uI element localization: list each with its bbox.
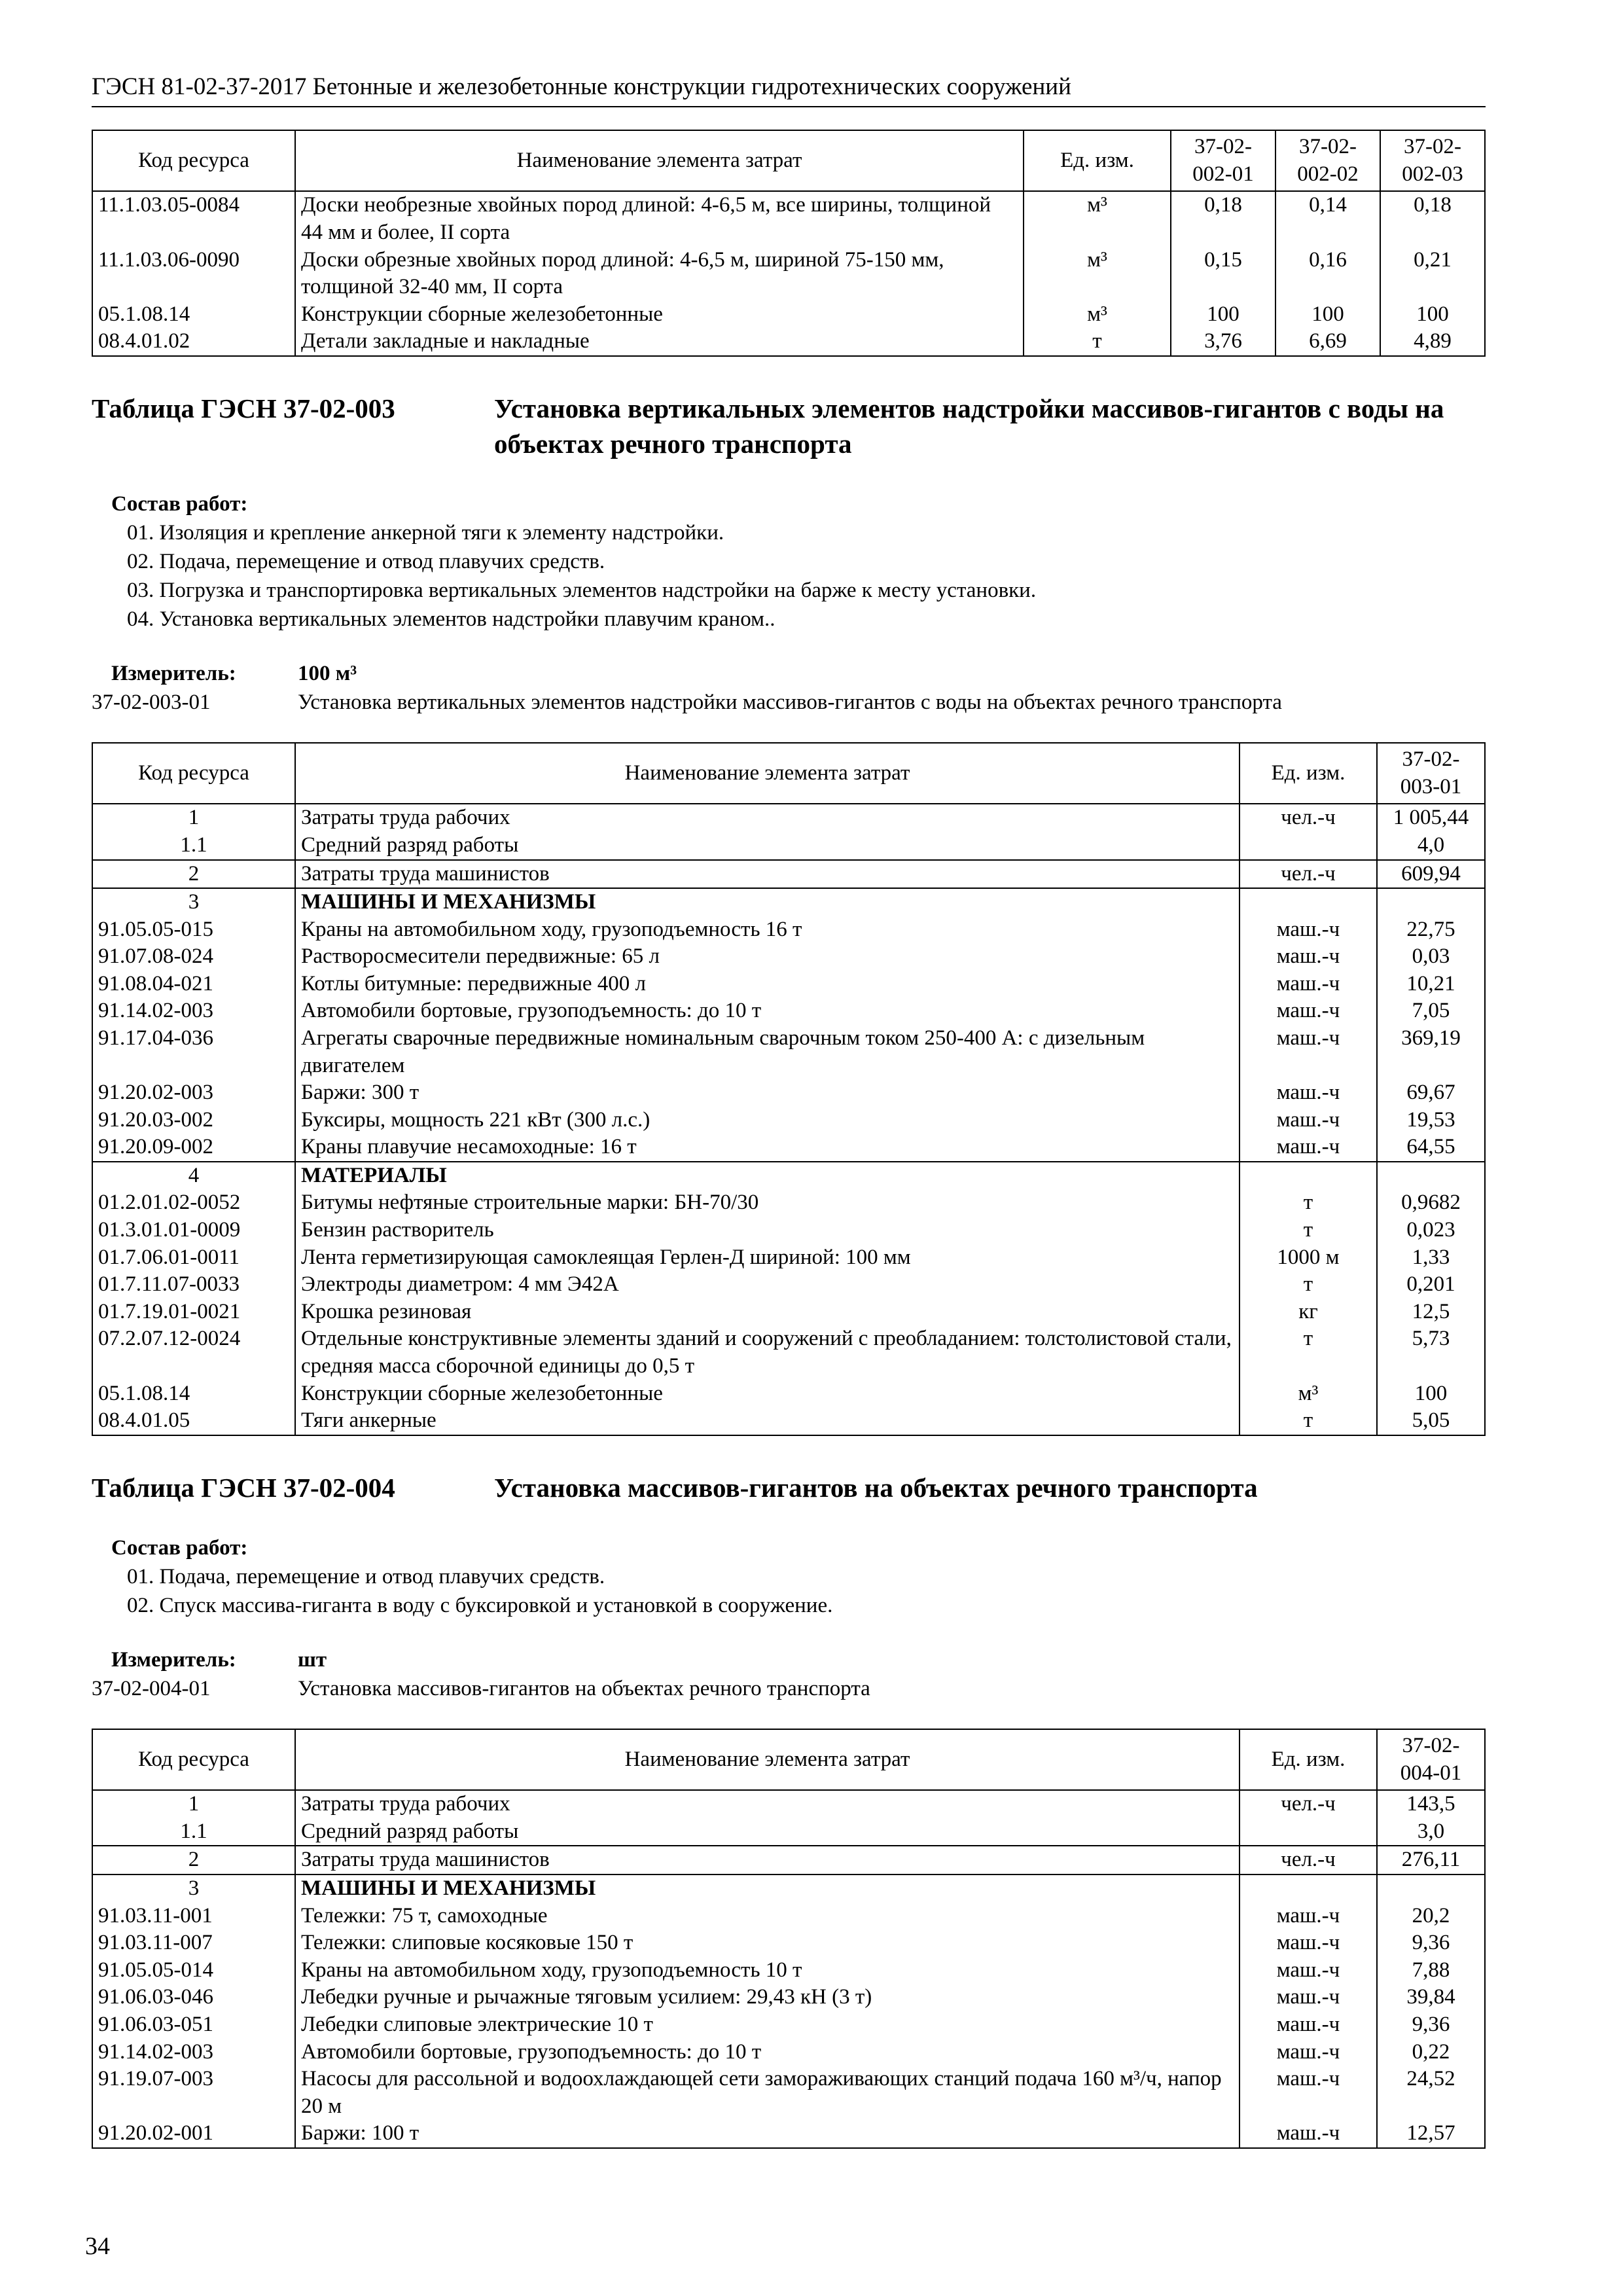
table-row <box>92 1407 1485 1435</box>
resource-code: 05.1.08.14 <box>92 1380 295 1408</box>
cost-element-name: Доски обрезные хвойных пород длиной: 4-6,5 м, шириной 75-150 мм, толщиной 32-40 мм, II сорта <box>295 247 1024 301</box>
unit-cell: маш.-ч <box>1240 1079 1377 1107</box>
document-page <box>92 72 1486 2149</box>
table-title-003: Таблица ГЭСН 37-02-003 Установка вертикальных элементов надстройки массивов-гигантов с воды на объектах речного транспорта <box>92 393 1444 459</box>
resource-code: 91.06.03-051 <box>92 2011 295 2039</box>
measure-003: Измеритель: 100 м³ 37-02-003-01 Установка вертикальных элементов надстройки массивов-гигантов с воды на объектах речного транспорта <box>92 662 1282 715</box>
norm-value: 9,36 <box>1377 2011 1485 2039</box>
norm-value: 19,53 <box>1377 1107 1485 1134</box>
unit-cell: маш.-ч <box>1240 1107 1377 1134</box>
resource-code: 2 <box>92 1846 295 1874</box>
cost-element-name: Электроды диаметром: 4 мм Э42А <box>295 1271 1240 1299</box>
cost-element-name: МАШИНЫ И МЕХАНИЗМЫ <box>295 1874 1240 1903</box>
unit-cell: маш.-ч <box>1240 916 1377 944</box>
unit-cell: маш.-ч <box>1240 1984 1377 2011</box>
unit-cell: маш.-ч <box>1240 2039 1377 2066</box>
work-item: 04. Установка вертикальных элементов надстройки плавучим краном.. <box>127 607 776 631</box>
table-row <box>92 1325 1485 1380</box>
norm-value: 1,33 <box>1377 1244 1485 1272</box>
cost-element-name: Тележки: слиповые косяковые 150 т <box>295 1929 1240 1957</box>
page-number: 34 <box>85 2233 110 2260</box>
unit-cell: т <box>1240 1325 1377 1380</box>
table-row <box>92 1244 1485 1272</box>
unit-cell: маш.-ч <box>1240 971 1377 998</box>
unit-cell: маш.-ч <box>1240 1903 1377 1930</box>
norm-value <box>1377 888 1485 916</box>
col-header-norm: 37-02- 002-03 <box>1380 130 1485 191</box>
col-header-norm: 37-02- 002-01 <box>1171 130 1275 191</box>
unit-cell: маш.-ч <box>1240 997 1377 1025</box>
table-row <box>92 1903 1485 1930</box>
resource-code: 1 <box>92 804 295 832</box>
table-row <box>92 1162 1485 1190</box>
cost-element-name: Затраты труда рабочих <box>295 804 1240 832</box>
resource-code: 3 <box>92 1874 295 1903</box>
norm-value: 7,88 <box>1377 1957 1485 1984</box>
unit-cell: маш.-ч <box>1240 2011 1377 2039</box>
table-row <box>92 1818 1485 1846</box>
unit-cell: т <box>1240 1271 1377 1299</box>
norm-value: 0,18 <box>1171 191 1275 246</box>
cost-element-name: Котлы битумные: передвижные 400 л <box>295 971 1240 998</box>
resource-code: 91.20.02-001 <box>92 2120 295 2148</box>
norm-value: 100 <box>1377 1380 1485 1408</box>
norm-value: 24,52 <box>1377 2066 1485 2120</box>
unit-cell <box>1240 1162 1377 1190</box>
norm-value: 143,5 <box>1377 1790 1485 1818</box>
table-row <box>92 832 1485 860</box>
norm-value: 0,023 <box>1377 1217 1485 1244</box>
cost-element-name: Тележки: 75 т, самоходные <box>295 1903 1240 1930</box>
cost-element-name: Автомобили бортовые, грузоподъемность: до 10 т <box>295 2039 1240 2066</box>
table-row <box>92 2120 1485 2148</box>
unit-cell: маш.-ч <box>1240 1025 1377 1079</box>
cost-element-name: Лебедки слиповые электрические 10 т <box>295 2011 1240 2039</box>
col-header-name: Наименование элемента затрат <box>295 743 1240 804</box>
work-item: 03. Погрузка и транспортировка вертикальных элементов надстройки на барже к месту установки. <box>127 578 1037 602</box>
cost-element-name: Краны на автомобильном ходу, грузоподъемность 16 т <box>295 916 1240 944</box>
norm-value: 1 005,44 <box>1377 804 1485 832</box>
resource-code: 01.3.01.01-0009 <box>92 1217 295 1244</box>
table-row <box>92 1790 1485 1818</box>
cost-element-name: Краны на автомобильном ходу, грузоподъемность 10 т <box>295 1957 1240 1984</box>
work-item: 02. Подача, перемещение и отвод плавучих средств. <box>127 549 605 573</box>
cost-element-name: Конструкции сборные железобетонные <box>295 301 1024 329</box>
cost-element-name: Битумы нефтяные строительные марки: БН-70/30 <box>295 1189 1240 1217</box>
table-row <box>92 1189 1485 1217</box>
table-row <box>92 1380 1485 1408</box>
resource-code: 91.08.04-021 <box>92 971 295 998</box>
unit-cell: 1000 м <box>1240 1244 1377 1272</box>
resource-code: 91.03.11-007 <box>92 1929 295 1957</box>
unit-cell: м³ <box>1024 247 1171 301</box>
norm-value: 0,201 <box>1377 1271 1485 1299</box>
table-row <box>92 997 1485 1025</box>
table-row <box>92 804 1485 832</box>
work-composition-004: Состав работ: 01. Подача, перемещение и отвод плавучих средств. 02. Спуск массива-гиганта в воду с буксировкой и установкой в сооружение. <box>92 1534 1486 1621</box>
norm-value: 0,16 <box>1275 247 1380 301</box>
unit-cell: маш.-ч <box>1240 1929 1377 1957</box>
cost-element-name: Баржи: 100 т <box>295 2120 1240 2148</box>
col-header-name: Наименование элемента затрат <box>295 1729 1240 1790</box>
unit-cell: м³ <box>1024 191 1171 246</box>
norm-value: 9,36 <box>1377 1929 1485 1957</box>
resource-code: 91.14.02-003 <box>92 2039 295 2066</box>
cost-element-name: Затраты труда машинистов <box>295 860 1240 889</box>
table-row <box>92 328 1485 356</box>
norm-value: 4,89 <box>1380 328 1485 356</box>
unit-cell: чел.-ч <box>1240 860 1377 889</box>
table-row <box>92 1957 1485 1984</box>
norm-value: 20,2 <box>1377 1903 1485 1930</box>
resource-code: 91.17.04-036 <box>92 1025 295 1079</box>
col-header-norm: 37-02- 003-01 <box>1377 743 1485 804</box>
col-header-unit: Ед. изм. <box>1240 743 1377 804</box>
norm-value: 12,57 <box>1377 2120 1485 2148</box>
table-row <box>92 1079 1485 1107</box>
cost-element-name: Детали закладные и накладные <box>295 328 1024 356</box>
unit-cell: т <box>1240 1189 1377 1217</box>
resource-code: 01.7.11.07-0033 <box>92 1271 295 1299</box>
table-004 <box>92 1729 1486 2149</box>
table-row <box>92 1271 1485 1299</box>
unit-cell: т <box>1240 1407 1377 1435</box>
resource-code: 91.05.05-015 <box>92 916 295 944</box>
resource-code: 1 <box>92 1790 295 1818</box>
col-header-code: Код ресурса <box>92 130 295 191</box>
col-header-unit: Ед. изм. <box>1024 130 1171 191</box>
resource-code: 91.20.02-003 <box>92 1079 295 1107</box>
resource-code: 91.20.09-002 <box>92 1134 295 1162</box>
table-row <box>92 1134 1485 1162</box>
unit-cell: чел.-ч <box>1240 1790 1377 1818</box>
cost-element-name: Затраты труда рабочих <box>295 1790 1240 1818</box>
cost-element-name: Средний разряд работы <box>295 1818 1240 1846</box>
table-row <box>92 2039 1485 2066</box>
norm-value: 3,76 <box>1171 328 1275 356</box>
norm-value: 6,69 <box>1275 328 1380 356</box>
norm-value <box>1377 1874 1485 1903</box>
col-header-name: Наименование элемента затрат <box>295 130 1024 191</box>
unit-cell: маш.-ч <box>1240 1957 1377 1984</box>
cost-element-name: Растворосмесители передвижные: 65 л <box>295 943 1240 971</box>
norm-value: 0,03 <box>1377 943 1485 971</box>
norm-value: 100 <box>1171 301 1275 329</box>
resource-code: 01.2.01.02-0052 <box>92 1189 295 1217</box>
norm-value: 0,9682 <box>1377 1189 1485 1217</box>
norm-value: 39,84 <box>1377 1984 1485 2011</box>
norm-value: 22,75 <box>1377 916 1485 944</box>
unit-cell: маш.-ч <box>1240 2066 1377 2120</box>
norm-value: 10,21 <box>1377 971 1485 998</box>
unit-cell: маш.-ч <box>1240 2120 1377 2148</box>
cost-element-name: Баржи: 300 т <box>295 1079 1240 1107</box>
cost-element-name: МАТЕРИАЛЫ <box>295 1162 1240 1190</box>
resource-code: 05.1.08.14 <box>92 301 295 329</box>
cost-element-name: Крошка резиновая <box>295 1299 1240 1326</box>
resource-code: 91.14.02-003 <box>92 997 295 1025</box>
work-item: 01. Подача, перемещение и отвод плавучих средств. <box>127 1564 605 1588</box>
col-header-code: Код ресурса <box>92 743 295 804</box>
resource-code: 91.07.08-024 <box>92 943 295 971</box>
resource-code: 91.06.03-046 <box>92 1984 295 2011</box>
resource-code: 1.1 <box>92 1818 295 1846</box>
unit-cell <box>1240 1874 1377 1903</box>
resource-code: 4 <box>92 1162 295 1190</box>
table-row <box>92 1846 1485 1874</box>
norm-value: 369,19 <box>1377 1025 1485 1079</box>
cost-element-name: Тяги анкерные <box>295 1407 1240 1435</box>
table-row <box>92 1217 1485 1244</box>
norm-value: 100 <box>1275 301 1380 329</box>
norm-value: 100 <box>1380 301 1485 329</box>
table-row <box>92 247 1485 301</box>
norm-value: 5,05 <box>1377 1407 1485 1435</box>
norm-value: 0,21 <box>1380 247 1485 301</box>
table-row <box>92 1929 1485 1957</box>
resource-code: 07.2.07.12-0024 <box>92 1325 295 1380</box>
resource-code: 01.7.06.01-0011 <box>92 1244 295 1272</box>
resource-code: 3 <box>92 888 295 916</box>
unit-cell <box>1240 888 1377 916</box>
table-row <box>92 1299 1485 1326</box>
norm-value: 3,0 <box>1377 1818 1485 1846</box>
unit-cell: м³ <box>1240 1380 1377 1408</box>
measure-004: Измеритель: шт 37-02-004-01 Установка массивов-гигантов на объектах речного транспорта <box>92 1648 870 1701</box>
resource-code: 11.1.03.06-0090 <box>92 247 295 301</box>
norm-value: 4,0 <box>1377 832 1485 860</box>
unit-cell: т <box>1240 1217 1377 1244</box>
cost-element-name: Агрегаты сварочные передвижные номинальным сварочным током 250-400 А: с дизельным двигателем <box>295 1025 1240 1079</box>
work-item: 01. Изоляция и крепление анкерной тяги к элементу надстройки. <box>127 520 724 545</box>
running-header: ГЭСН 81-02-37-2017 Бетонные и железобетонные конструкции гидротехнических сооружений <box>92 72 1486 107</box>
cost-element-name: Бензин растворитель <box>295 1217 1240 1244</box>
cost-element-name: Краны плавучие несамоходные: 16 т <box>295 1134 1240 1162</box>
col-header-code: Код ресурса <box>92 1729 295 1790</box>
col-header-norm: 37-02- 002-02 <box>1275 130 1380 191</box>
col-header-unit: Ед. изм. <box>1240 1729 1377 1790</box>
table-row <box>92 888 1485 916</box>
norm-value: 7,05 <box>1377 997 1485 1025</box>
table-row <box>92 943 1485 971</box>
norm-value: 0,22 <box>1377 2039 1485 2066</box>
table-row <box>92 916 1485 944</box>
norm-value: 0,14 <box>1275 191 1380 246</box>
cost-element-name: Лебедки ручные и рычажные тяговым усилием: 29,43 кН (3 т) <box>295 1984 1240 2011</box>
unit-cell: маш.-ч <box>1240 1134 1377 1162</box>
resource-code: 1.1 <box>92 832 295 860</box>
cost-element-name: МАШИНЫ И МЕХАНИЗМЫ <box>295 888 1240 916</box>
norm-value: 64,55 <box>1377 1134 1485 1162</box>
unit-cell: маш.-ч <box>1240 943 1377 971</box>
table-002-continuation <box>92 130 1486 357</box>
cost-element-name: Конструкции сборные железобетонные <box>295 1380 1240 1408</box>
table-003 <box>92 742 1486 1435</box>
cost-element-name: Затраты труда машинистов <box>295 1846 1240 1874</box>
work-composition-003: Состав работ: 01. Изоляция и крепление анкерной тяги к элементу надстройки. 02. Подача, перемещение и отвод плавучих средств. 03. Погрузка и транспортировка вертикальных элементов надстройки на барже к месту установки. 04. Установка вертикальных элементов надстройки плавучим краном.. <box>92 490 1486 634</box>
table-row <box>92 1874 1485 1903</box>
table-row <box>92 1107 1485 1134</box>
norm-value: 69,67 <box>1377 1079 1485 1107</box>
resource-code: 91.20.03-002 <box>92 1107 295 1134</box>
unit-cell <box>1240 832 1377 860</box>
cost-element-name: Буксиры, мощность 221 кВт (300 л.с.) <box>295 1107 1240 1134</box>
norm-value: 5,73 <box>1377 1325 1485 1380</box>
norm-value: 609,94 <box>1377 860 1485 889</box>
resource-code: 91.03.11-001 <box>92 1903 295 1930</box>
table-row <box>92 971 1485 998</box>
resource-code: 91.19.07-003 <box>92 2066 295 2120</box>
table-title-004: Таблица ГЭСН 37-02-004 Установка массивов-гигантов на объектах речного транспорта <box>92 1472 1258 1503</box>
table-row <box>92 2011 1485 2039</box>
unit-cell: кг <box>1240 1299 1377 1326</box>
resource-code: 01.7.19.01-0021 <box>92 1299 295 1326</box>
cost-element-name: Насосы для рассольной и водоохлаждающей сети замораживающих станций подача 160 м³/ч, напор 20 м <box>295 2066 1240 2120</box>
resource-code: 08.4.01.05 <box>92 1407 295 1435</box>
norm-value: 276,11 <box>1377 1846 1485 1874</box>
table-row <box>92 1984 1485 2011</box>
cost-element-name: Отдельные конструктивные элементы зданий и сооружений с преобладанием: толстолистовой стали, средняя масса сборочной единицы до 0,5 т <box>295 1325 1240 1380</box>
table-row <box>92 301 1485 329</box>
cost-element-name: Автомобили бортовые, грузоподъемность: до 10 т <box>295 997 1240 1025</box>
resource-code: 2 <box>92 860 295 889</box>
resource-code: 08.4.01.02 <box>92 328 295 356</box>
resource-code: 91.05.05-014 <box>92 1957 295 1984</box>
unit-cell: т <box>1024 328 1171 356</box>
cost-element-name: Доски необрезные хвойных пород длиной: 4-6,5 м, все ширины, толщиной 44 мм и более, II сорта <box>295 191 1024 246</box>
norm-value: 12,5 <box>1377 1299 1485 1326</box>
cost-element-name: Средний разряд работы <box>295 832 1240 860</box>
norm-value: 0,18 <box>1380 191 1485 246</box>
unit-cell <box>1240 1818 1377 1846</box>
cost-element-name: Лента герметизирующая самоклеящая Герлен-Д шириной: 100 мм <box>295 1244 1240 1272</box>
unit-cell: чел.-ч <box>1240 1846 1377 1874</box>
norm-value <box>1377 1162 1485 1190</box>
resource-code: 11.1.03.05-0084 <box>92 191 295 246</box>
unit-cell: чел.-ч <box>1240 804 1377 832</box>
table-row <box>92 860 1485 889</box>
table-row <box>92 1025 1485 1079</box>
col-header-norm: 37-02- 004-01 <box>1377 1729 1485 1790</box>
table-row <box>92 2066 1485 2120</box>
work-item: 02. Спуск массива-гиганта в воду с буксировкой и установкой в сооружение. <box>127 1593 833 1617</box>
unit-cell: м³ <box>1024 301 1171 329</box>
norm-value: 0,15 <box>1171 247 1275 301</box>
table-row <box>92 191 1485 246</box>
